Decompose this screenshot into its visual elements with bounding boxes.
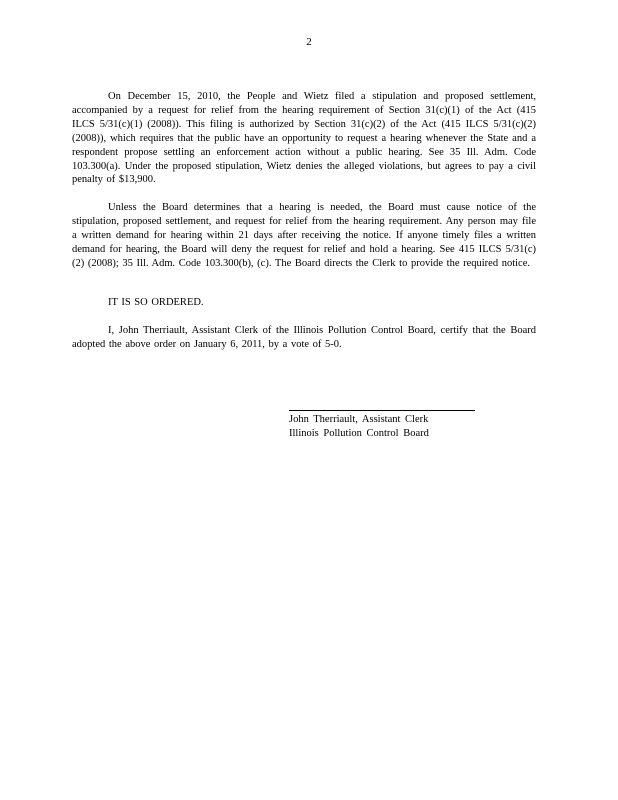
- paragraph-certification: [72, 324, 536, 352]
- signature-line: [289, 410, 475, 411]
- paragraph-text: On December 15, 2010, the People and Wietz filed a stipulation and proposed settlement, accompanied by a request for relief from the hearing requirement of Section 31(c)(1) of the Act (415 ILCS 5/31(c)(1) (2008)). This filing is authorized by Section 31(c)(2) of the Act (415 ILCS 5/31(c)(2) (2008)), which requires that the public have an opportunity to request a hearing whenever the State and a respondent propose settling an enforcement action without a public hearing. See 35 Ill. Adm. Code 103.300(a). Under the proposed stipulation, Wietz denies the alleged violations, but agrees to pay a civil penalty of $13,900.: [72, 91, 536, 186]
- paragraph-text: Unless the Board determines that a hearing is needed, the Board must cause notice of the stipulation, proposed settlement, and request for relief from the hearing requirement. Any person may file a written demand for hearing within 21 days after receiving the notice. If anyone timely files a written demand for hearing, the Board will deny the request for relief and hold a hearing. See 415 ILCS 5/31(c)(2) (2008); 35 Ill. Adm. Code 103.300(b), (c). The Board directs the Clerk to provide the required notice.: [72, 202, 536, 269]
- signer-organization: Illinois Pollution Control Board: [289, 427, 429, 439]
- paragraph-so-ordered: [72, 296, 536, 310]
- so-ordered-text: IT IS SO ORDERED.: [108, 297, 204, 308]
- page-number: 2: [306, 36, 312, 48]
- paragraph-text: I, John Therriault, Assistant Clerk of the Illinois Pollution Control Board, certify that the Board adopted the above order on January 6, 2011, by a vote of 5-0.: [72, 325, 536, 350]
- signature-block: [289, 410, 475, 441]
- paragraph-settlement-filing: [72, 90, 536, 187]
- signer-name: John Therriault, Assistant Clerk: [289, 414, 429, 425]
- paragraph-notice-requirement: [72, 201, 536, 271]
